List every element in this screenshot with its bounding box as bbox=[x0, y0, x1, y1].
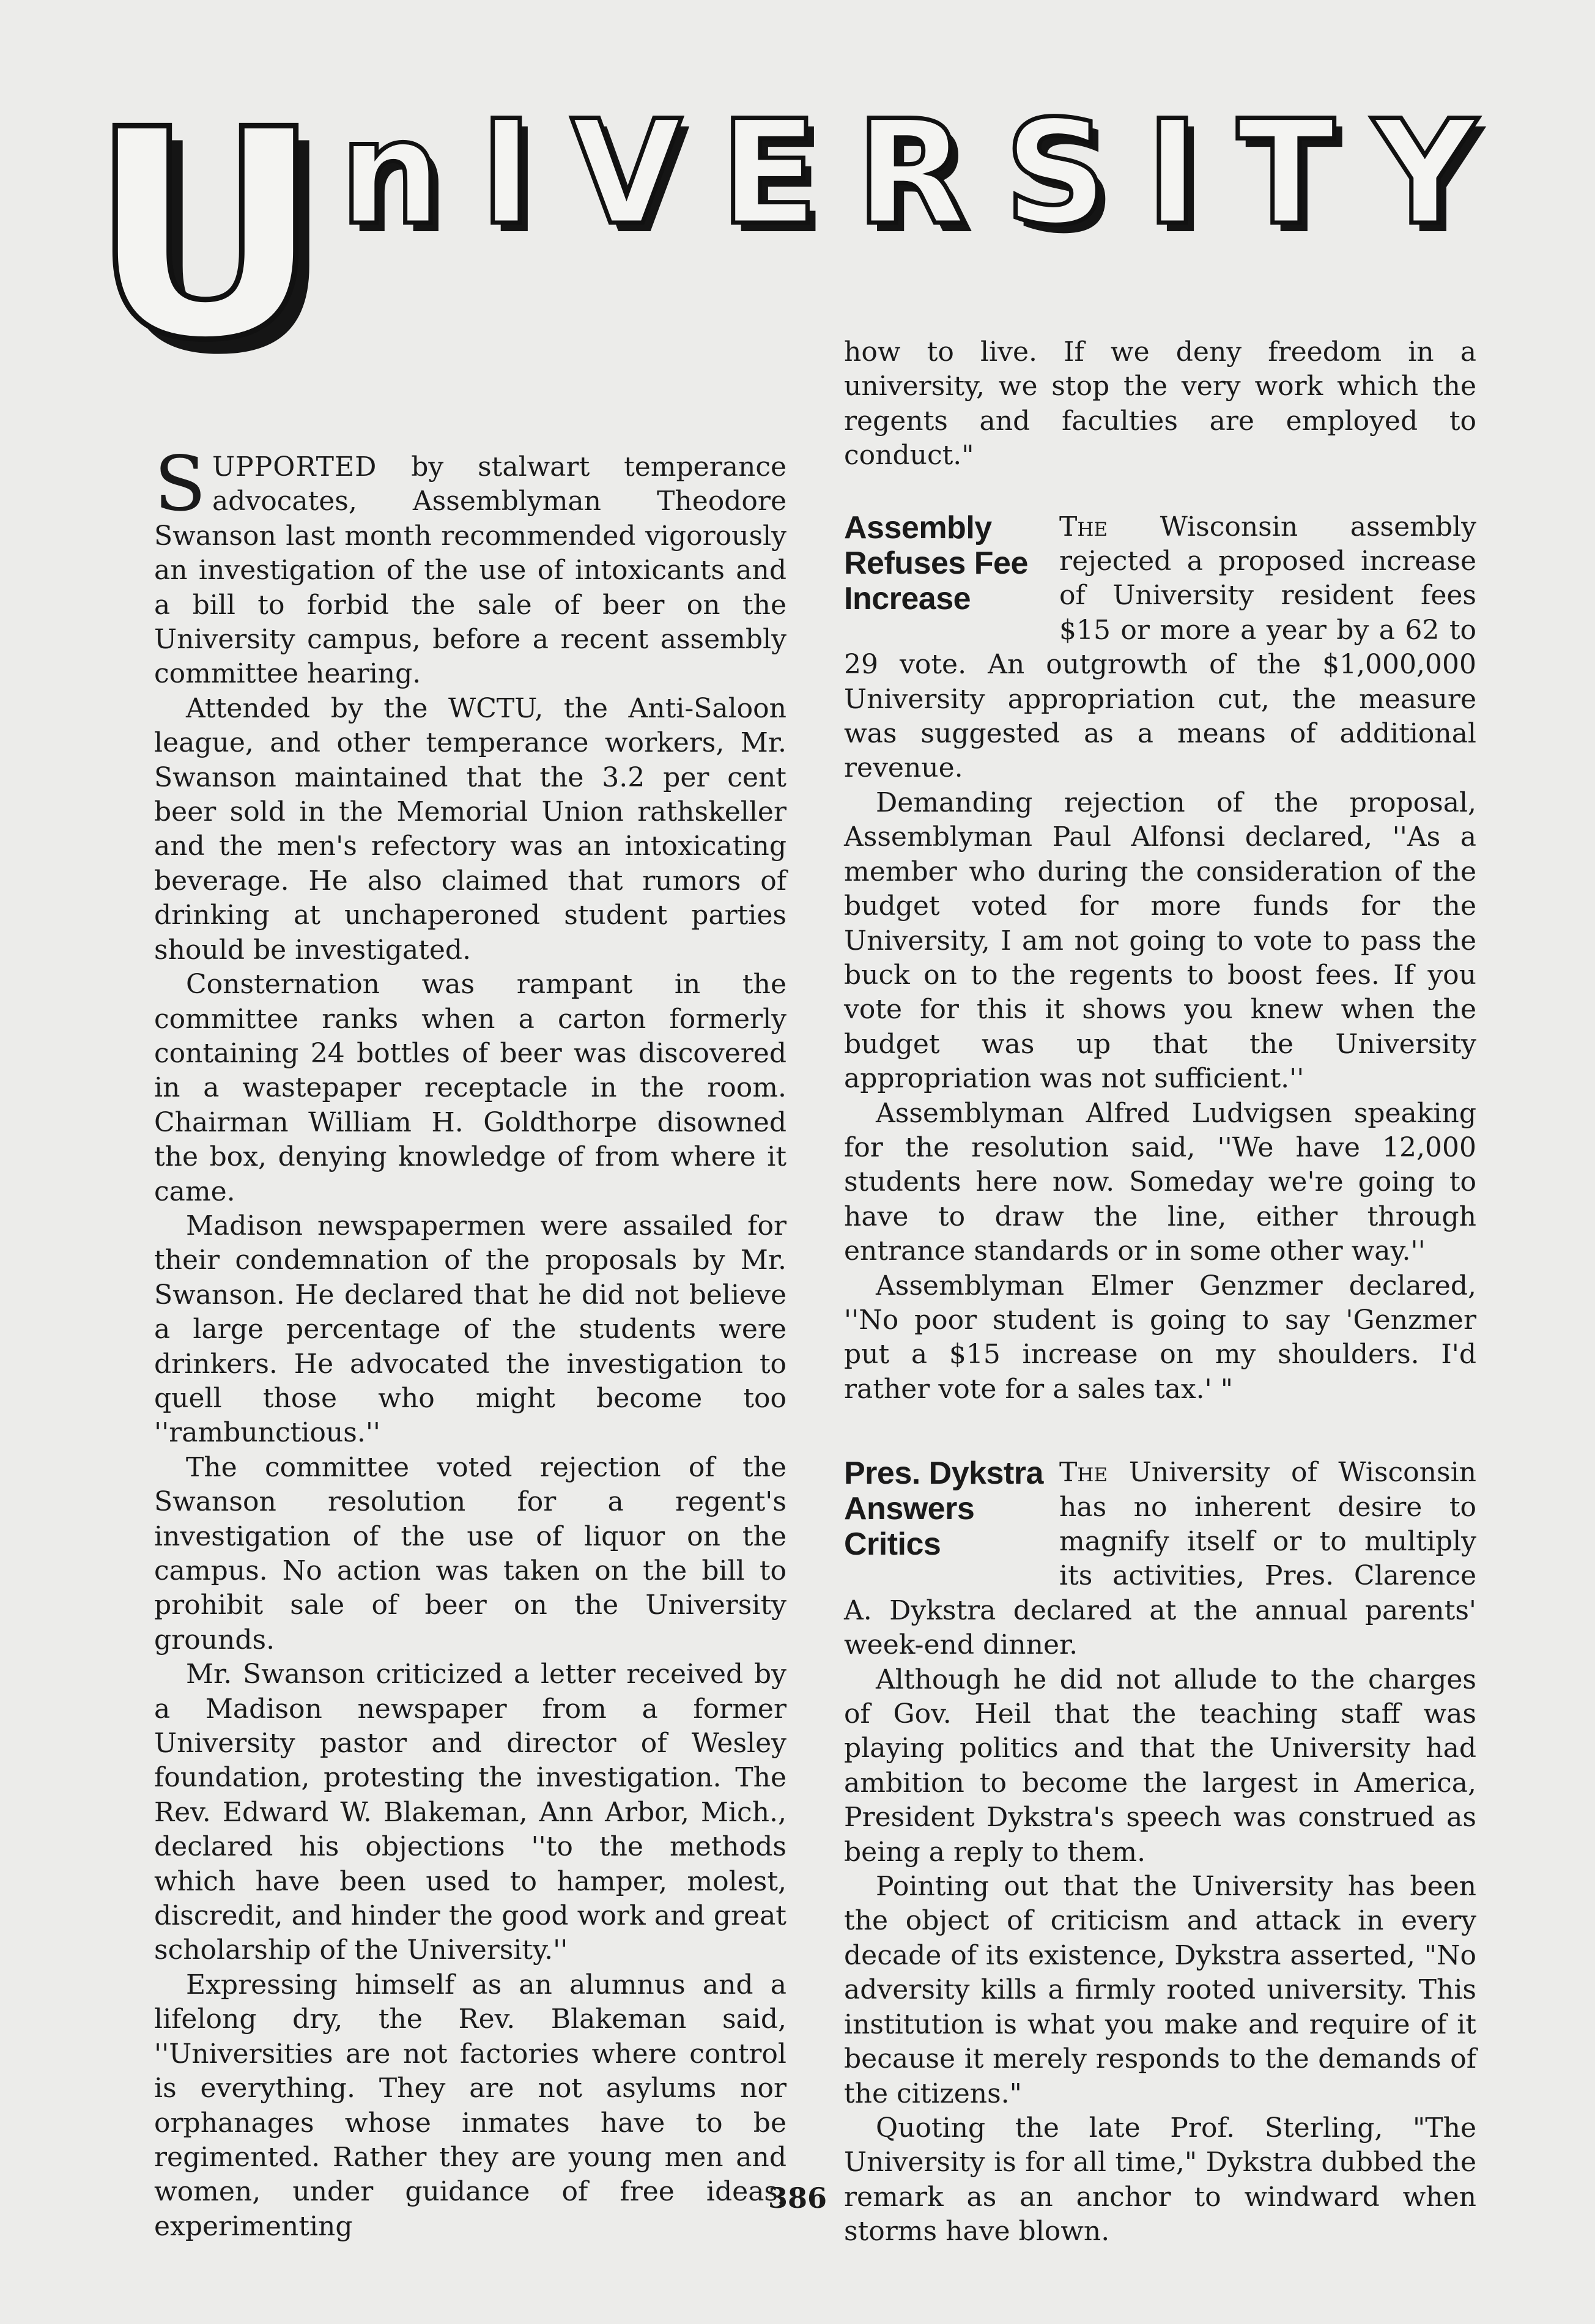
title-letter: T bbox=[1237, 89, 1335, 257]
title-big-u: U bbox=[89, 68, 322, 403]
paragraph: The committee voted rejection of the Swanson resolution for a regent's investigation of the use of liquor on the campus. No action was taken on the bill to prohibit sale of beer on the University grounds. bbox=[154, 1451, 786, 1656]
title-letter: R bbox=[856, 89, 967, 257]
section-heading-assembly: Assembly Refuses Fee Increase bbox=[844, 509, 1028, 616]
paragraph: Madison newspapermen were assailed for their condemnation of the proposals by Mr. Swanson. He declared that he did not believe a large percentage of the students were drinkers. He advocated the investigation to quell those who might become too ''rambunctious.'' bbox=[154, 1210, 786, 1449]
paragraph: Assemblyman Alfred Ludvigsen speaking for the resolution said, ''We have 12,000 students here now. Someday we're going to have to draw the line, either through entrance standards or in some other way.'' bbox=[844, 1097, 1476, 1267]
continuation-paragraph: how to live. If we deny freedom in a university, we stop the very work which the regents and faculties are employed to conduct." bbox=[844, 336, 1476, 472]
paragraph-text: Wisconsin assembly rejected a proposed increase of University resident fees $15 or more a year by a 62 to 29 vote. An outgrowth of the $1,000,000 University appropriation cut, the measure was suggested as a means of additional revenue. bbox=[844, 511, 1476, 784]
title-letter: Y bbox=[1372, 89, 1477, 257]
intro-paragraph bbox=[154, 440, 786, 692]
paragraph-text: by stalwart temperance advocates, Assemblyman Theodore Swanson last month recommended vigorously an investigation of the use of intoxicants and a bill to forbid the sale of beer on the University campus, before a recent assembly committee hearing. bbox=[154, 451, 786, 690]
section-heading-dykstra: Pres. Dykstra Answers Critics bbox=[844, 1456, 1043, 1563]
paragraph: Attended by the WCTU, the Anti-Saloon league, and other temperance workers, Mr. Swanson maintained that the 3.2 per cent beer sold in the Memorial Union rathskeller and the men's refectory was an intoxicating beverage. He also claimed that rumors of drinking at unchaperoned student parties should be investigated. bbox=[154, 692, 786, 966]
dykstra-section-first-paragraph bbox=[844, 1456, 1476, 1662]
paragraph: Pointing out that the University has been the object of criticism and attack in every decade of its existence, Dykstra asserted, "No adversity kills a firmly rooted university. This institution is what you make and require of it because it merely responds to the demands of the citizens." bbox=[844, 1871, 1476, 2109]
title-letter: I bbox=[479, 89, 533, 257]
paragraph: Although he did not allude to the charges of Gov. Heil that the teaching staff was playing politics and that the University had ambition to become the largest in America, President Dykstra's speech was construed as being a reply to them. bbox=[844, 1663, 1476, 1868]
intro-lead-word: UPPORTED bbox=[212, 451, 377, 483]
paragraph: Quoting the late Prof. Sterling, "The University is for all time," Dykstra dubbed the remark as an anchor to windward when storms have blown. bbox=[844, 2112, 1476, 2248]
right-column bbox=[844, 335, 1476, 2249]
paragraph: Assemblyman Elmer Genzmer declared, ''No poor student is going to say 'Genzmer put a $15 increase on my shoulders. I'd rather vote for a sales tax.' " bbox=[844, 1270, 1476, 1405]
drop-cap: S bbox=[154, 440, 206, 528]
left-column bbox=[154, 440, 786, 2244]
paragraph-text: University of Wisconsin has no inherent desire to magnify itself or to multiply its activities, Pres. Clarence A. Dykstra declared at the annual parents' week-end dinner. bbox=[844, 1457, 1476, 1661]
paragraph: Expressing himself as an alumnus and a lifelong dry, the Rev. Blakeman said, ''Universities are not factories where control is everything. They are not asylums nor orphanages whose inmates have to be regimented. Rather they are young men and women, under guidance of free ideas, experimenting bbox=[154, 1969, 786, 2242]
assembly-section-first-paragraph bbox=[844, 510, 1476, 786]
paragraph: Mr. Swanson criticized a letter received by a Madison newspaper from a former University pastor and director of Wesley foundation, protesting the investigation. The Rev. Edward W. Blakeman, Ann Arbor, Mich., declared his objections ''to the methods which have been used to hamper, molest, discredit, and hinder the good work and great scholarship of the University.'' bbox=[154, 1659, 786, 1966]
section-lead-word: The bbox=[1059, 1457, 1108, 1489]
title-letter: E bbox=[720, 89, 818, 257]
title-letter: n bbox=[339, 89, 442, 257]
title-letter: S bbox=[1004, 89, 1108, 257]
paragraph: Consternation was rampant in the committee ranks when a carton formerly containing 24 bottles of beer was discovered in a wastepaper receptacle in the room. Chairman William H. Goldthorpe disowned the box, denying knowledge of from where it came. bbox=[154, 969, 786, 1207]
title-letter: V bbox=[571, 89, 683, 257]
title-remaining-letters bbox=[339, 89, 1477, 257]
paragraph: Demanding rejection of the proposal, Assemblyman Paul Alfonsi declared, ''As a member who during the consideration of the budget voted for more funds for the University, I am not going to vote to pass the buck on to the regents to boost fees. If you vote for this it shows you knew when the budget was up that the University appropriation was not sufficient.'' bbox=[844, 786, 1476, 1095]
title-letter: I bbox=[1145, 89, 1199, 257]
page-number: 386 bbox=[768, 2182, 827, 2215]
section-lead-word: The bbox=[1059, 511, 1108, 542]
